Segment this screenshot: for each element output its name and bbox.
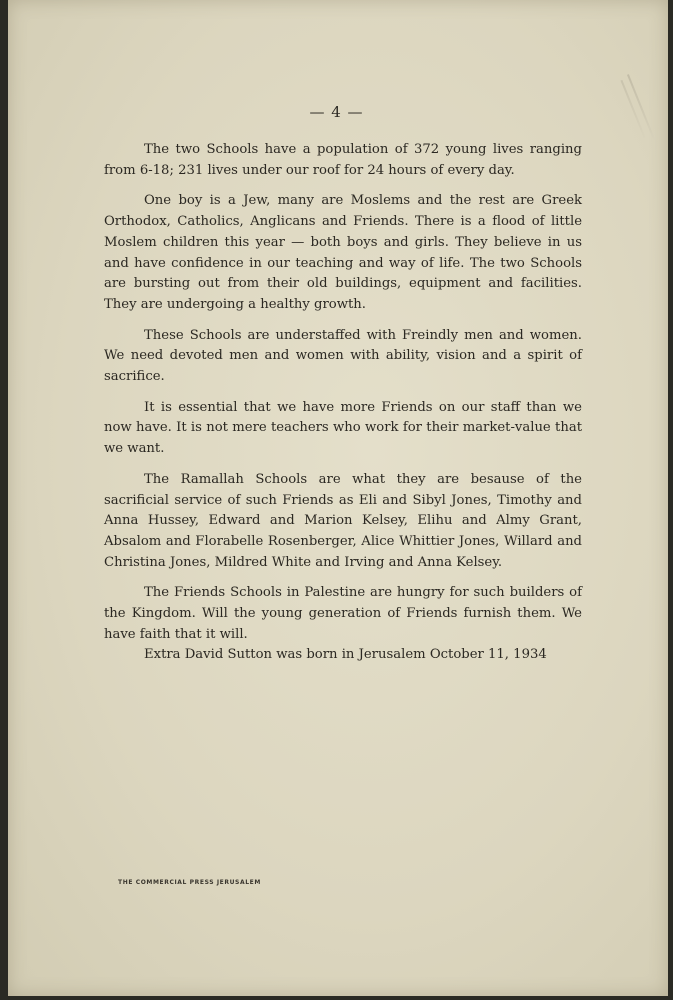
paragraph-understaffed: These Schools are understaffed with Freindly men and women. We need devoted men and women with ability, vision and a spirit of sacrifice. (104, 327, 582, 385)
paragraph-service-names: The Ramallah Schools are what they are besause of the sacrificial service of such Friends as Eli and Sibyl Jones, Timothy and Anna Hussey, Edward and Marion Kelsey, Elihu and Almy Grant, Absalom and Florabelle Rosenberger, Alice Whittier Jones, Willard and Christina Jones, Mildred White and Irving and Anna Kelsey. (104, 471, 582, 570)
paragraph-builders: The Friends Schools in Palestine are hungry for such builders of the Kingdom. Will the young generation of Friends furnish them. We have faith that it will. (104, 585, 582, 642)
printer-imprint: THE COMMERCIAL PRESS JERUSALEM (118, 879, 261, 886)
paragraph-staff-friends: It is essential that we have more Friends on our staff than we now have. It is not mere teachers who work for their market-value that we want. (104, 399, 582, 457)
paragraph-population: The two Schools have a population of 372 young lives ranging from 6-18; 231 lives under our roof for 24 hours of every day. (104, 142, 582, 178)
signoff-line: Extra David Sutton was born in Jerusalem October 11, 1934 (144, 647, 547, 663)
page-number: — 4 — (309, 103, 364, 121)
paragraph-religions: One boy is a Jew, many are Moslems and the rest are Greek Orthodox, Catholics, Anglicans and Friends. There is a flood of little Moslem children this year — both boys and girls. They believe in us and have confidence in our teaching and way of life. The two Schools are bursting out from their old buildings, equipment and facilities. They are undergoing a healthy growth. (104, 193, 582, 312)
body-text (104, 140, 582, 676)
